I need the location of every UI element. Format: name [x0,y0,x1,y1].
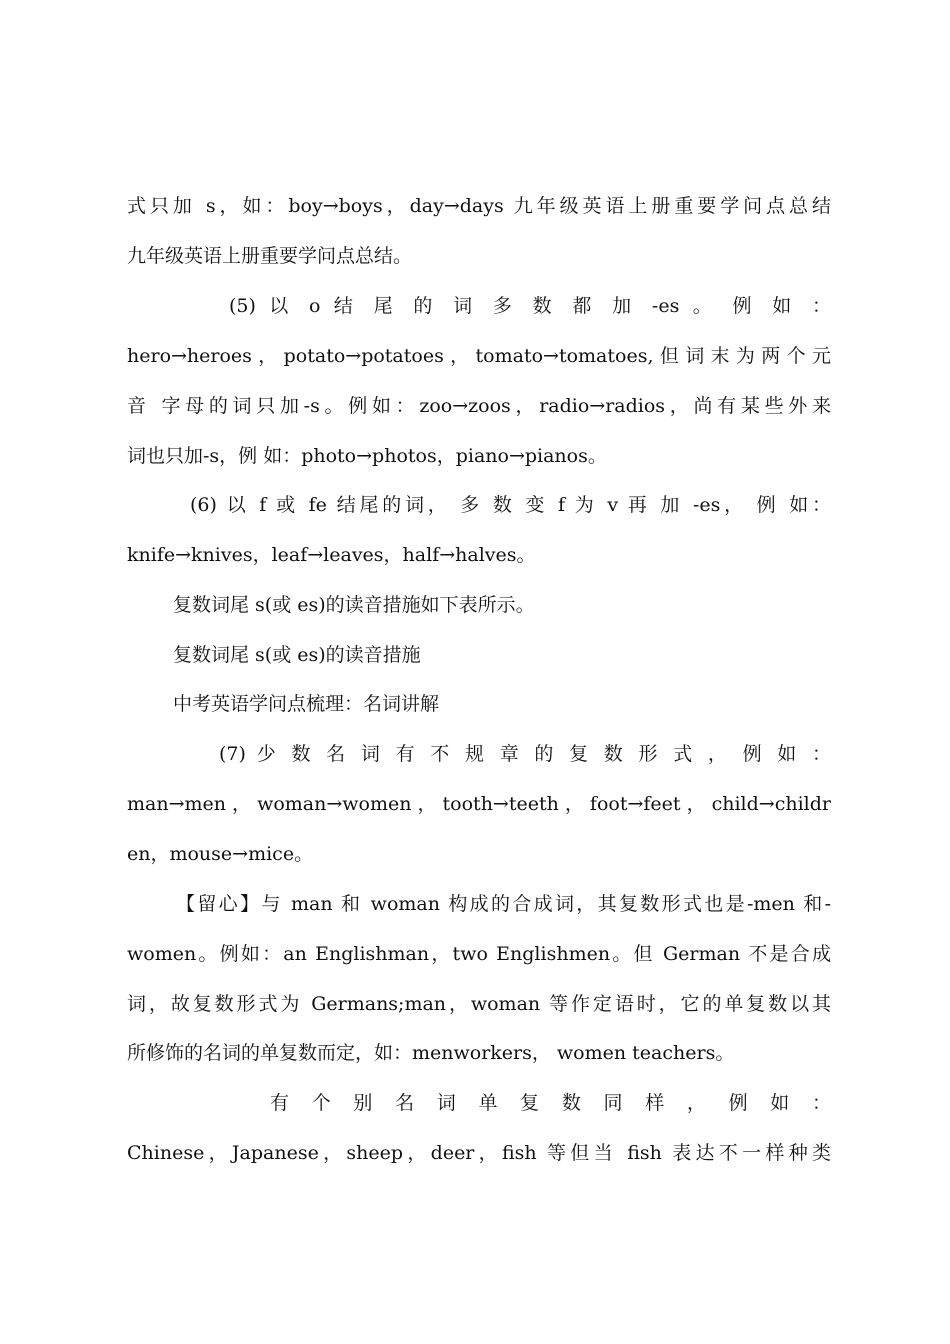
text-line: 词也只加-s，例 如：photo→photos，piano→pianos。 [127,445,607,467]
text-line: 【留心】与 man 和 woman 构成的合成词，其复数形式也是-men 和- [176,893,831,915]
text-line: 所修饰的名词的单复数而定，如：menworkers， women teachers。 [127,1042,735,1064]
text-line: women。例如：an Englishman，two Englishmen。但 German 不是合成 [127,943,831,965]
text-line: (5) 以 o 结 尾 的 词 多 数 都 加 -es 。 例 如 ： [229,295,831,317]
text-line: Chinese，Japanese，sheep，deer，fish 等但当 fish 表达不一样种类 [127,1142,831,1164]
text-line: (7) 少 数 名 词 有 不 规 章 的 复 数 形 式 ， 例 如 ： [219,743,831,765]
text-line: knife→knives，leaf→leaves，half→halves。 [127,544,536,566]
text-line: 音 字母的词只加-s。例如：zoo→zoos，radio→radios，尚有某些外来 [127,395,831,417]
text-line: 复数词尾 s(或 es)的读音措施如下表所示。 [173,594,535,616]
text-line: man→men，woman→women，tooth→teeth，foot→feet，child→childr [127,793,831,815]
text-line: 有 个 别 名 词 单 复 数 同 样 ， 例 如 ： [270,1092,831,1114]
text-line: 复数词尾 s(或 es)的读音措施 [173,644,421,666]
text-line: en，mouse→mice。 [127,843,314,865]
text-line: 九年级英语上册重要学问点总结。 [127,245,413,267]
text-line: 中考英语学问点梳理：名词讲解 [173,693,440,715]
text-line: 词，故复数形式为 Germans;man，woman 等作定语时，它的单复数以其 [127,993,831,1015]
text-line: 式只加 s，如：boy→boys，day→days 九年级英语上册重要学问点总结 [127,195,831,217]
text-line: (6) 以 f 或 fe 结尾的词， 多 数 变 f 为 v 再 加 -es， 例 如： [190,494,831,516]
text-line: hero→heroes，potato→potatoes，tomato→tomatoes,但词末为两个元 [127,345,831,367]
